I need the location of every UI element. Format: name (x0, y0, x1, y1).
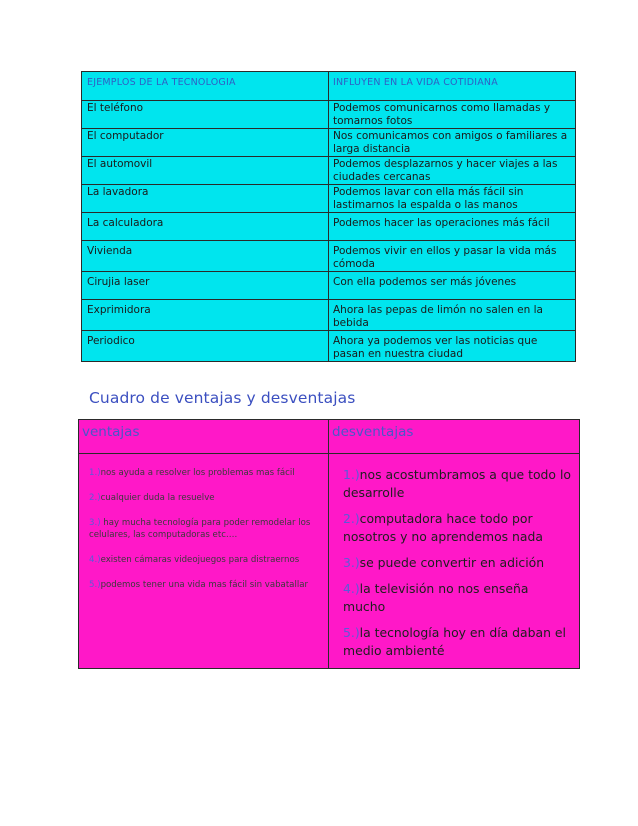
example-cell: Vivienda (82, 241, 329, 272)
table-row (82, 272, 576, 300)
list-item (343, 624, 571, 660)
item-text: se puede convertir en adición (359, 555, 545, 570)
item-number: 2.) (343, 511, 360, 526)
table-row (82, 300, 576, 331)
table-header-row (82, 72, 576, 101)
list-item (343, 510, 571, 546)
item-text: cualquier duda la resuelve (100, 493, 215, 503)
influence-cell: Nos comunicamos con amigos o familiares a larga distancia (329, 129, 576, 157)
ventajas-list (79, 454, 328, 591)
example-cell: La lavadora (82, 185, 329, 213)
influence-cell: Podemos vivir en ellos y pasar la vida más cómoda (329, 241, 576, 272)
example-cell: El automovil (82, 157, 329, 185)
item-number: 1.) (343, 467, 360, 482)
column-header-examples: EJEMPLOS DE LA TECNOLOGIA (82, 72, 329, 101)
example-cell: El computador (82, 129, 329, 157)
influence-cell: Podemos comunicarnos como llamadas y tomarnos fotos (329, 101, 576, 129)
item-text: podemos tener una vida mas fácil sin vabatallar (100, 580, 309, 590)
table-row (82, 129, 576, 157)
table-row (82, 331, 576, 362)
table-row (82, 157, 576, 185)
desventajas-cell (329, 454, 580, 669)
item-number: 4.) (343, 581, 360, 596)
table-row (82, 213, 576, 241)
item-text: hay mucha tecnología para poder remodelar los celulares, las computadoras etc…. (89, 518, 311, 540)
ventajas-cell (79, 454, 329, 669)
list-item (343, 466, 571, 502)
list-item (89, 467, 322, 479)
item-text: nos ayuda a resolver los problemas mas fácil (100, 468, 295, 478)
item-number: 1.) (89, 468, 101, 478)
list-item (89, 517, 322, 541)
pros-cons-body-row (79, 454, 580, 669)
item-text: la televisión no nos enseña mucho (343, 581, 529, 614)
item-number: 3.) (343, 555, 360, 570)
item-text: existen cámaras videojuegos para distraernos (100, 555, 300, 565)
list-item (343, 580, 571, 616)
column-header-influence: INFLUYEN EN LA VIDA COTIDIANA (329, 72, 576, 101)
example-cell: El teléfono (82, 101, 329, 129)
table-row (82, 101, 576, 129)
list-item (89, 492, 322, 504)
table-row (82, 241, 576, 272)
item-number: 4.) (89, 555, 101, 565)
influence-cell: Ahora ya podemos ver las noticias que pasan en nuestra ciudad (329, 331, 576, 362)
example-cell: Exprimidora (82, 300, 329, 331)
item-number: 2.) (89, 493, 101, 503)
pros-cons-table (78, 419, 580, 669)
list-item (89, 554, 322, 566)
influence-cell: Podemos lavar con ella más fácil sin lastimarnos la espalda o las manos (329, 185, 576, 213)
column-header-ventajas: ventajas (79, 420, 329, 454)
item-text: computadora hace todo por nosotros y no aprendemos nada (343, 511, 543, 544)
influence-cell: Ahora las pepas de limón no salen en la bebida (329, 300, 576, 331)
item-text: nos acostumbramos a que todo lo desarrolle (343, 467, 571, 500)
section-title: Cuadro de ventajas y desventajas (89, 389, 356, 407)
pros-cons-header-row (79, 420, 580, 454)
influence-cell: Podemos desplazarnos y hacer viajes a las ciudades cercanas (329, 157, 576, 185)
influence-cell: Podemos hacer las operaciones más fácil (329, 213, 576, 241)
list-item (89, 579, 322, 591)
technology-table (81, 71, 576, 362)
item-number: 3.) (89, 518, 101, 528)
item-text: la tecnología hoy en día daban el medio ambienté (343, 625, 566, 658)
example-cell: Periodico (82, 331, 329, 362)
item-number: 5.) (343, 625, 360, 640)
desventajas-list (329, 454, 579, 660)
column-header-desventajas: desventajas (329, 420, 580, 454)
table-row (82, 185, 576, 213)
influence-cell: Con ella podemos ser más jóvenes (329, 272, 576, 300)
list-item (343, 554, 571, 572)
item-number: 5.) (89, 580, 101, 590)
example-cell: Cirujia laser (82, 272, 329, 300)
example-cell: La calculadora (82, 213, 329, 241)
